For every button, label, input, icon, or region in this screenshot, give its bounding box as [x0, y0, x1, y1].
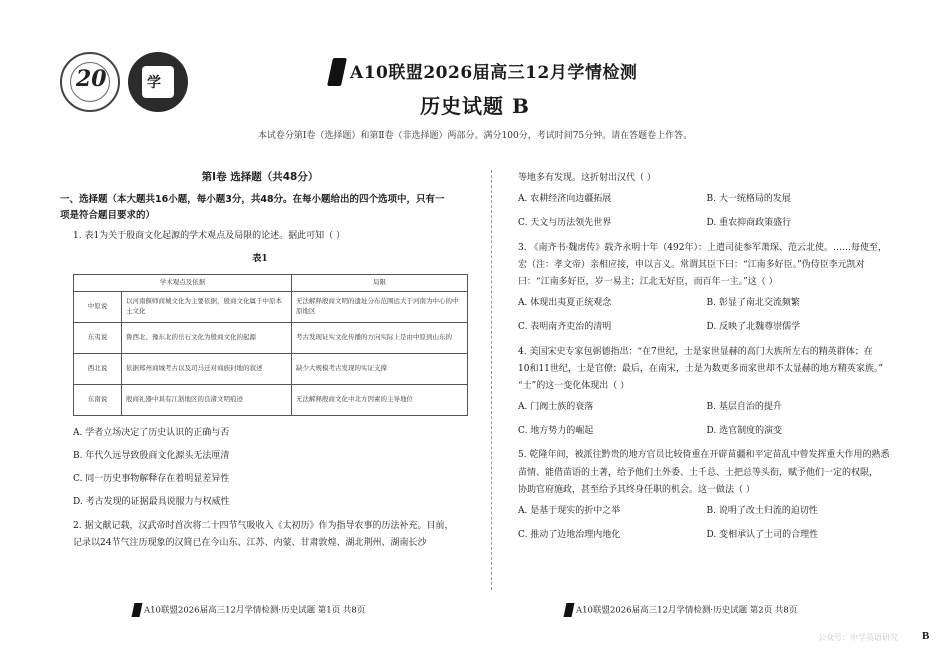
- question-3-options: [505, 291, 895, 340]
- education-logo: 学: [128, 52, 188, 112]
- page-footer-left: A10联盟2026届高三12月学情检测·历史试题 第1页 共8页: [133, 603, 365, 617]
- question-2: [60, 518, 460, 552]
- option-b: B. 说明了改土归流的迫切性: [706, 505, 818, 516]
- origin-theory-table: [73, 274, 468, 416]
- question-2-options: [505, 187, 895, 236]
- question-3: 3. 《南齐书·魏虏传》载齐永明十年（492年）：上遣司徒参军萧琛、范云北使。……每使至， 宏（注：孝文帝）亲相应接，申以言义。常谓其臣下曰：“江南多好臣。”伪侍臣李元凯对 曰：“江南多好臣，岁一易主；江北无好臣，而百年一主。”这（ ） A. 体现出夷夏正统观念 B. 彰显了南北交流频繁 C. 表明南齐吏治的清明 D. 反映了北魏尊崇儒学: [505, 240, 895, 340]
- option-d: D. 变相承认了土司的合理性: [706, 530, 819, 541]
- section-instruction: 一、选择题（本大题共16小题，每小题3分，共48分。在每小题给出的四个选项中，只有一 项是符合题目要求的）: [60, 193, 445, 221]
- table-row: 东夷说 鲁西北、豫东北的岳石文化为殷商文化的起源 考古发现证实文化传播的方向实际上是由中原到山东的: [74, 322, 468, 353]
- question-1-stem: 1. 表1为关于殷商文化起源的学术观点及局限的论述。据此可知（ ）: [73, 231, 346, 242]
- question-4: 4. 美国宋史专家包弼德指出：“在7世纪，士是家世显赫的高门大族所左右的精英群体；在 10和11世纪，士是官僚；最后，在南宋，士是为数更多而家世却不太显赫的地方精英家族。” “士”的这一变化体现出（ ） A. 门阀士族的衰落 B. 基层自治的提升 C. 地方势力的崛起 D. 选官制度的演变: [505, 344, 895, 444]
- table-row: 东南说 殷商礼器中具有江浙地区的良渚文明痕迹 无法解释殷商文化中北方因素的主导地位: [74, 384, 468, 415]
- question-5: 5. 乾隆年间，被派往黔贵的地方官员比较倚重在开辟苗疆和平定苗乱中曾发挥重大作用的熟悉 苗情、能借苗语的土著，给予他们土外委、土千总、土把总等头衔，赋予他们一定的权限， 协助官府施政，甚至给予其终身任职的机会。这一做法（ ） A. 是基于现实的折中之举 B. 说明了改土归流的迫切性 C. 推动了边地治理内地化 D. 变相承认了土司的合理性: [505, 447, 895, 547]
- question-4-options: [505, 395, 895, 444]
- option-b: B. 彰显了南北交流频繁: [706, 297, 800, 308]
- option-b: B. 年代久远导致殷商文化源头无法厘清: [73, 450, 230, 461]
- brand-mark-icon: [564, 603, 575, 617]
- option-a: A. 农耕经济向边疆拓展: [518, 194, 612, 205]
- table-header-limit: 局限: [292, 275, 468, 292]
- option-c: C. 同一历史事物解释存在着明显差异性: [73, 473, 230, 484]
- question-2-stem-line: 等地多有发现。这折射出汉代（ ）: [518, 173, 656, 183]
- option-c: C. 表明南齐吏治的清明: [518, 322, 612, 333]
- option-a: A. 是基于现实的折中之举: [518, 505, 621, 516]
- option-a: A. 门阀士族的衰落: [518, 401, 594, 412]
- option-a: A. 学者立场决定了历史认识的正确与否: [73, 427, 230, 438]
- watermark: 公众号：中学英语研究: [818, 633, 898, 642]
- column-divider: [491, 170, 492, 590]
- table-title: 表1: [252, 254, 268, 265]
- brand-mark-icon: [327, 58, 347, 86]
- question-2-continued: [505, 170, 895, 236]
- right-column: [505, 170, 895, 547]
- table-header-basis: 学术观点及依据: [74, 275, 292, 292]
- exam-title: A10联盟2026届高三12月学情检测: [350, 63, 638, 83]
- left-column: [60, 170, 460, 552]
- option-a: A. 体现出夷夏正统观念: [518, 297, 612, 308]
- option-d: D. 考古发现的证据最具说服力与权威性: [73, 496, 230, 507]
- option-b: B. 大一统格局的发展: [706, 194, 791, 205]
- question-1: [60, 228, 460, 514]
- option-b: B. 基层自治的提升: [706, 401, 782, 412]
- version-letter: B: [922, 630, 930, 642]
- table-row: 中原说 以河南偃师商城文化为主要依据，殷商文化属于中原本土文化 无法解释殷商文明的遗址分布范围远大于河南为中心的中原地区: [74, 291, 468, 322]
- option-d: D. 反映了北魏尊崇儒学: [706, 322, 801, 333]
- alliance-logo: 20: [60, 52, 120, 112]
- option-d: D. 选官制度的演变: [706, 426, 783, 437]
- option-c: C. 天文与历法领先世界: [518, 218, 612, 229]
- page-footer-right: A10联盟2026届高三12月学情检测·历史试题 第2页 共8页: [565, 603, 797, 617]
- brand-mark-icon: [132, 603, 143, 617]
- table-row: 西北说 依据郑州商城考古以及司马迁对商族封地的叙述 缺少大规模考古发现的实证支撑: [74, 353, 468, 384]
- option-c: C. 地方势力的崛起: [518, 426, 594, 437]
- question-2-stem-line: 2. 据文献记载，汉武帝时首次将二十四节气吸收入《太初历》作为指导农事的历法补充。目前，: [73, 520, 454, 531]
- question-5-options: [505, 499, 895, 548]
- exam-notice: 本试卷分第Ⅰ卷（选择题）和第Ⅱ卷（非选择题）两部分。满分100分，考试时间75分钟。请在答题卷上作答。: [257, 131, 693, 141]
- subject-title: 历史试题 B: [420, 94, 530, 118]
- option-d: D. 重农抑商政策盛行: [706, 218, 792, 229]
- section-title: 第Ⅰ卷 选择题（共48分）: [201, 171, 319, 183]
- question-2-stem-line: 记录以24节气注历现象的汉简已在今山东、江苏、内蒙、甘肃敦煌、湖北荆州、湖南长沙: [73, 537, 427, 548]
- option-c: C. 推动了边地治理内地化: [518, 530, 621, 541]
